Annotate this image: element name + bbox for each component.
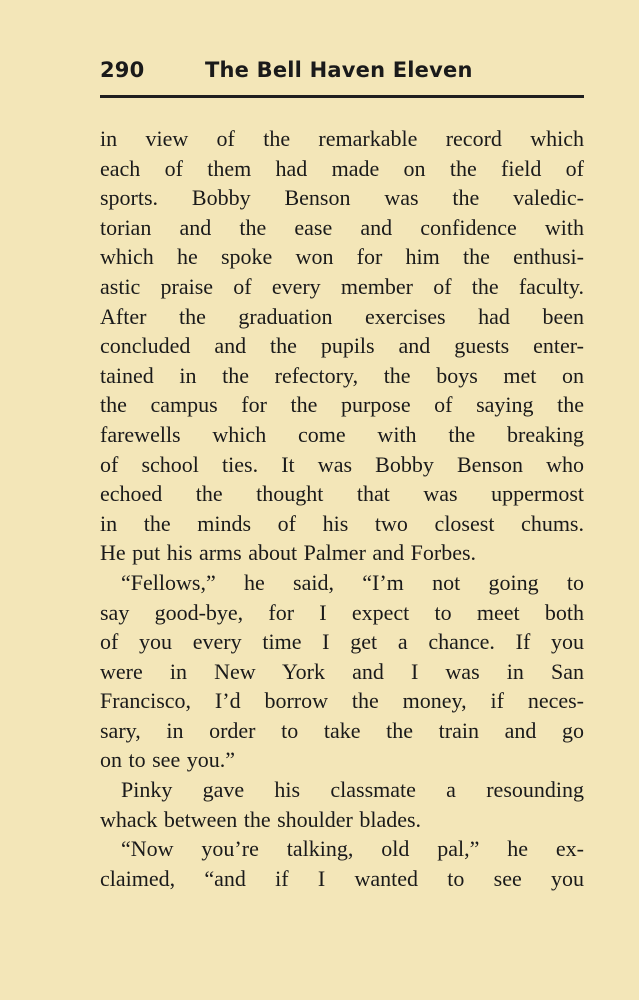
header-rule <box>100 95 584 98</box>
text-line: say good-bye, for I expect to meet both <box>100 599 584 625</box>
text-line: claimed, “and if I wanted to see you <box>100 865 584 891</box>
text-line: each of them had made on the field of <box>100 155 584 181</box>
text-line: of you every time I get a chance. If you <box>100 629 584 655</box>
text-line: After the graduation exercises had been <box>100 303 584 329</box>
text-line: torian and the ease and confidence with <box>100 214 584 240</box>
text-line: whack between the shoulder blades. <box>100 806 422 832</box>
page-number: 290 <box>100 58 145 82</box>
page-header <box>100 56 584 90</box>
text-line: “Fellows,” he said, “I’m not going to <box>121 569 584 595</box>
text-line: sports. Bobby Benson was the valedic- <box>100 185 584 211</box>
text-line: tained in the refectory, the boys met on <box>100 362 584 388</box>
text-line: echoed the thought that was uppermost <box>100 481 584 507</box>
text-line: of school ties. It was Bobby Benson who <box>100 451 584 477</box>
text-line: which he spoke won for him the enthusi- <box>100 244 584 270</box>
text-line: He put his arms about Palmer and Forbes. <box>100 540 477 566</box>
text-line: Pinky gave his classmate a resounding <box>121 777 584 803</box>
body-text <box>100 124 584 893</box>
text-line: were in New York and I was in San <box>100 658 584 684</box>
text-line: astic praise of every member of the faculty. <box>100 273 584 299</box>
running-title: The Bell Haven Eleven <box>205 58 473 82</box>
text-line: farewells which come with the breaking <box>100 421 584 447</box>
text-line: the campus for the purpose of saying the <box>100 392 584 418</box>
text-line: in the minds of his two closest chums. <box>100 510 584 536</box>
text-line: on to see you.” <box>100 747 235 773</box>
text-line: sary, in order to take the train and go <box>100 717 584 743</box>
text-line: “Now you’re talking, old pal,” he ex- <box>121 836 584 862</box>
text-line: in view of the remarkable record which <box>100 126 584 151</box>
text-line: Francisco, I’d borrow the money, if neces- <box>100 688 584 714</box>
text-line: concluded and the pupils and guests enter- <box>100 333 584 359</box>
